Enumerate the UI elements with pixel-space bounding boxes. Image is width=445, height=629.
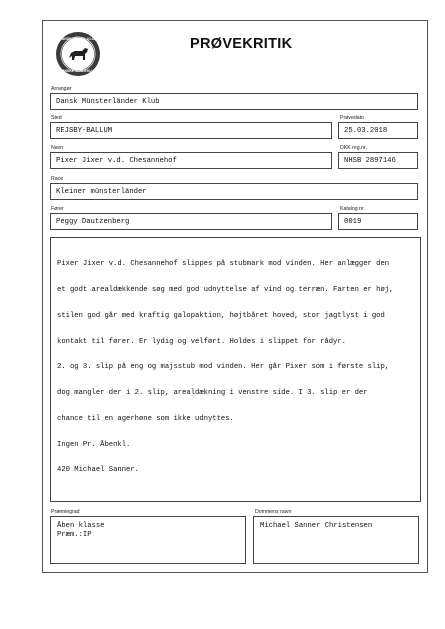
critique-text-area[interactable]: [50, 237, 421, 502]
critique-line: 420 Michael Sanner.: [57, 466, 139, 475]
dommer-value: Michael Sanner Christensen: [260, 522, 373, 530]
praemiegrad-field[interactable]: [50, 516, 246, 564]
svg-text:DANSKE HUNDEKLUB: DANSKE HUNDEKLUB: [59, 69, 97, 73]
race-field[interactable]: [50, 183, 418, 200]
provedato-value: 25.03.2018: [344, 126, 388, 135]
critique-line: dog mangler der i 2. slip, arealdækning i venstre side. I 3. slip er der: [57, 389, 368, 398]
katalog-label: Katalog nr.: [340, 206, 365, 212]
club-logo-icon: [55, 31, 101, 77]
arrangor-field[interactable]: [50, 93, 418, 110]
sted-field[interactable]: [50, 122, 332, 139]
forer-field[interactable]: [50, 213, 332, 230]
critique-line: 2. og 3. slip på eng og majsstub mod vinden. Her går Pixer som i første slip,: [57, 363, 390, 372]
critique-line: kontakt til fører. Er lydig og velført. Holdes i slippet for rådyr.: [57, 337, 346, 346]
navn-value: Pixer Jixer v.d. Chesannehof: [56, 156, 177, 165]
praemiegrad-line: Åben klasse: [57, 522, 105, 530]
provedato-field[interactable]: [338, 122, 418, 139]
page-title: PRØVEKRITIK: [190, 36, 293, 52]
critique-line: Ingen Pr. Åbenkl.: [57, 440, 131, 449]
forer-label: Fører: [51, 206, 64, 212]
arrangor-label: Arrangør: [51, 86, 72, 92]
race-value: Kleiner münsterländer: [56, 187, 147, 196]
katalog-value: 0019: [344, 217, 362, 226]
race-label: Race: [51, 176, 64, 182]
sted-label: Sted: [51, 115, 62, 121]
praemiegrad-line: Præm.:IP: [57, 530, 92, 539]
navn-label: Navn: [51, 145, 64, 151]
critique-line: chance til en agerhøne som ikke udnyttes.: [57, 414, 234, 423]
critique-text: [57, 243, 393, 492]
provedato-label: Prøvedato: [340, 115, 364, 121]
forer-value: Peggy Dautzenberg: [56, 217, 130, 226]
praemiegrad-values: [57, 522, 104, 539]
sted-value: REJSBY-BALLUM: [56, 126, 113, 135]
critique-line: et godt arealdækkende søg med god udnyttelse af vind og terræn. Farten er høj,: [57, 285, 394, 294]
dkk-reg-value: NHSB 2897146: [344, 156, 396, 165]
dkk-reg-field[interactable]: [338, 152, 418, 169]
katalog-field[interactable]: [338, 213, 418, 230]
svg-text:DANSK KENNEL KLUB: DANSK KENNEL KLUB: [59, 37, 97, 41]
critique-line: stilen god går med kraftig galopaktion, højtbåret hoved, stor jagtlyst i god: [57, 311, 385, 320]
navn-field[interactable]: [50, 152, 332, 169]
dommer-label: Dommens navn: [255, 509, 292, 515]
dommer-field[interactable]: [253, 516, 419, 564]
arrangor-value: Dansk Münsterländer Klub: [56, 97, 160, 106]
praemiegrad-label: Præmiegrad: [51, 509, 80, 515]
critique-line: Pixer Jixer v.d. Chesannehof slippes på stubmark mod vinden. Her anlægger den: [57, 260, 390, 269]
dkk-reg-label: DKK reg.nr.: [340, 145, 367, 151]
